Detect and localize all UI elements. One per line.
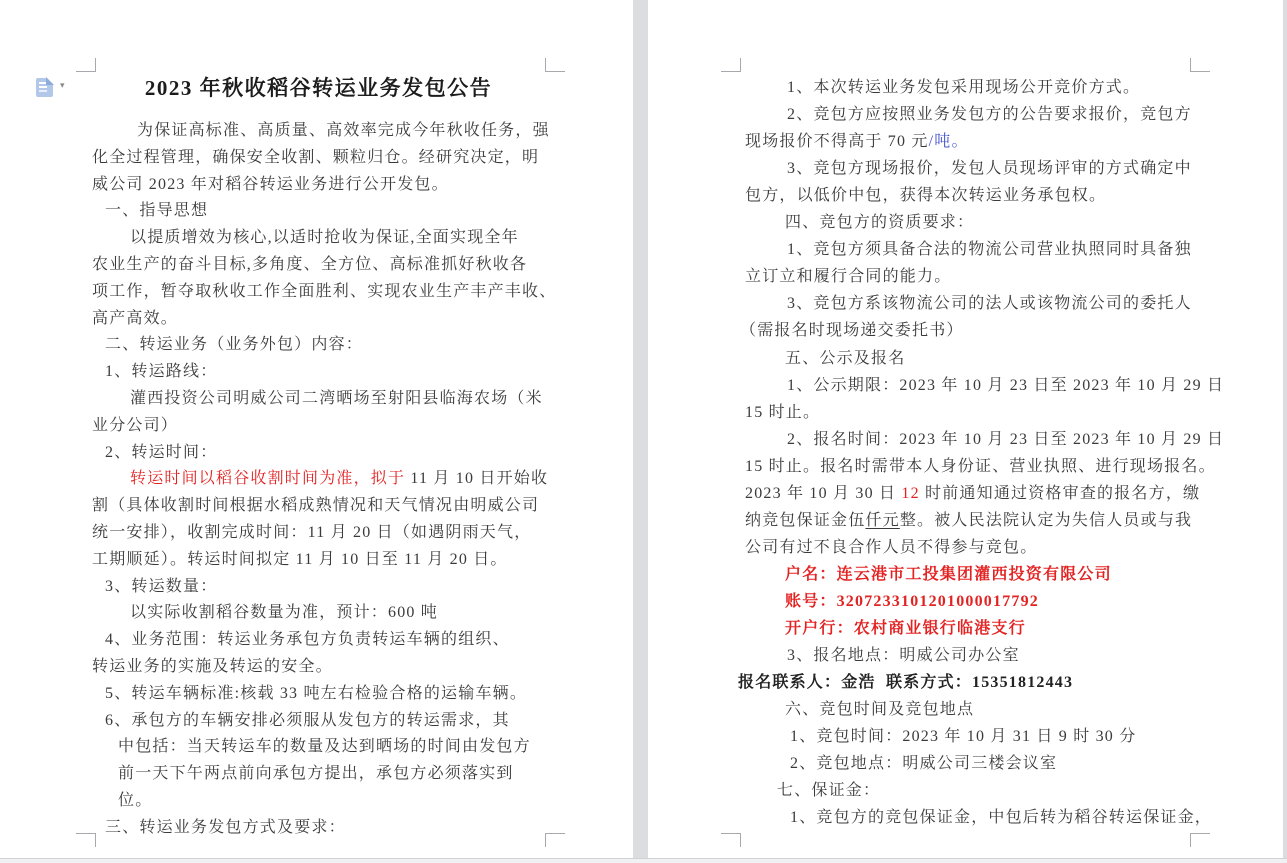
text-line — [745, 182, 1106, 209]
text-segment: /吨。 — [928, 133, 969, 150]
text-line — [785, 696, 974, 723]
text-line — [745, 263, 951, 290]
text-segment: 六、竞包时间及竞包地点 — [785, 701, 975, 718]
text-segment: 2、竞包方应按照业务发包方的公告要求报价，竞包方 — [787, 106, 1192, 123]
page-title: 2023 年秋收稻谷转运业务发包公告 — [144, 76, 493, 100]
text-segment: 6、承包方的车辆安排必须服从发包方的转运需求，其 — [105, 712, 510, 729]
text-line — [118, 787, 152, 814]
text-segment: 3、竞包方系该物流公司的法人或该物流公司的委托人 — [787, 295, 1192, 312]
text-segment: 时前通知通过资格审查的报名方，缴 — [919, 485, 1201, 502]
text-segment: 15 时止。报名时需带本人身份证、营业执照、进行现场报名。 — [745, 458, 1216, 475]
text-segment: 15 时止。 — [745, 404, 821, 421]
text-segment: 统一安排），收割完成时间：11 月 20 日（如遇阴雨天气， — [92, 524, 532, 541]
text-segment: 账号：3207233101201000017792 — [785, 593, 1040, 610]
text-segment: 中包括：当天转运车的数量及达到晒场的时间由发包方 — [118, 738, 531, 755]
text-segment: 以实际收割稻谷数量为准，预计：600 吨 — [130, 604, 439, 621]
text-line — [118, 733, 531, 760]
text-segment: 工期顺延）。转运时间拟定 11 月 10 日至 11 月 20 日。 — [92, 551, 508, 568]
text-segment: 11 月 10 日开始收 — [405, 470, 549, 487]
paste-options-icon — [36, 78, 53, 97]
text-segment: 4、业务范围：转运业务承包方负责转运车辆的组织、 — [105, 631, 510, 648]
text-line — [787, 426, 1224, 453]
crop-mark — [76, 58, 96, 72]
text-line — [787, 642, 1020, 669]
text-segment: 三、转运业务发包方式及要求： — [105, 819, 346, 836]
text-segment: 3、竞包方现场报价，发包人员现场评审的方式确定中 — [787, 160, 1192, 177]
text-line — [92, 519, 531, 546]
text-line — [790, 750, 1057, 777]
page-gap — [633, 0, 648, 858]
text-line — [787, 155, 1192, 182]
text-segment: 5、转运车辆标准:核载 33 吨左右检验合格的运输车辆。 — [105, 685, 528, 702]
text-segment: 位。 — [118, 792, 153, 809]
text-segment: 纳竞包保证金伍 — [745, 512, 866, 529]
text-segment: 灌西投资公司明威公司二湾晒场至射阳县临海农场（米 — [130, 390, 543, 407]
text-line — [105, 707, 510, 734]
text-line — [130, 599, 438, 626]
text-segment: 七、保证金： — [777, 782, 881, 799]
chevron-down-icon: ▾ — [60, 81, 65, 91]
text-line — [745, 534, 1037, 561]
text-segment: 户名：连云港市工投集团灌西投资有限公司 — [785, 566, 1112, 583]
text-line — [105, 814, 346, 841]
text-segment: 现场报价不得高于 70 元 — [745, 133, 929, 150]
text-line — [790, 804, 1212, 831]
crop-mark — [1190, 833, 1210, 847]
text-line — [787, 290, 1192, 317]
text-line — [92, 546, 508, 573]
text-segment: 农业生产的奋斗目标,多角度、全方位、高标准抓好秋收各 — [92, 256, 528, 273]
text-segment: 立订立和履行合同的能力。 — [745, 268, 952, 285]
text-line — [787, 372, 1224, 399]
text-segment: 公司有过不良合作人员不得参与竞包。 — [745, 539, 1038, 556]
text-line — [787, 101, 1192, 128]
text-line — [92, 305, 178, 332]
text-line — [787, 74, 1140, 101]
text-segment: 12 — [901, 485, 920, 502]
text-segment: 1、竞包方须具备合法的物流公司营业执照同时具备独 — [787, 241, 1192, 258]
text-line — [790, 723, 1136, 750]
text-line — [105, 197, 208, 224]
text-segment: 开户行：农村商业银行临港支行 — [785, 620, 1026, 637]
text-line — [130, 385, 543, 412]
crop-mark — [76, 833, 96, 847]
text-segment: 威公司 2023 年对稻谷转运业务进行公开发包。 — [92, 176, 449, 193]
text-segment: 转运时间以稻谷收割时间为准，拟于 — [130, 470, 406, 487]
text-line — [745, 507, 1192, 534]
crop-mark — [1190, 58, 1210, 72]
text-segment: 项工作，暂夺取秋收工作全面胜利、实现农业生产丰产丰收、 — [92, 283, 557, 300]
text-line — [745, 453, 1216, 480]
paste-options-button[interactable] — [36, 78, 72, 100]
text-line — [745, 480, 1200, 507]
text-segment: 报名联系人：金浩 联系方式：15351812443 — [738, 674, 1074, 691]
text-segment: 转运业务的实施及转运的安全。 — [92, 658, 333, 675]
crop-mark — [721, 58, 741, 72]
text-line — [105, 331, 363, 358]
text-segment: 仟元 — [865, 512, 900, 529]
text-line — [92, 278, 556, 305]
text-segment: 四、竞包方的资质要求： — [785, 214, 975, 231]
text-segment: 业分公司） — [92, 417, 179, 434]
text-segment: 以提质增效为核心,以适时抢收为保证,全面实现全年 — [130, 229, 519, 246]
text-line — [92, 492, 539, 519]
text-line — [118, 760, 514, 787]
text-segment: 3、报名地点：明威公司办公室 — [787, 647, 1020, 664]
crop-mark — [545, 833, 565, 847]
text-line — [787, 236, 1192, 263]
text-segment: 整。被人民法院认定为失信人员或与我 — [899, 512, 1193, 529]
text-line — [745, 399, 820, 426]
text-line — [777, 777, 880, 804]
text-segment: 3、转运数量： — [105, 578, 218, 595]
text-segment: 化全过程管理，确保安全收割、颗粒归仓。经研究决定，明 — [92, 149, 540, 166]
text-segment: 五、公示及报名 — [785, 350, 906, 367]
text-segment: 2023 年 10 月 30 日 — [745, 485, 902, 502]
text-segment: 1、本次转运业务发包采用现场公开竞价方式。 — [787, 79, 1141, 96]
text-line — [785, 615, 1026, 642]
text-line — [105, 573, 217, 600]
text-segment: 高产高效。 — [92, 310, 179, 327]
text-line — [92, 144, 539, 171]
crop-mark — [545, 58, 565, 72]
text-line — [130, 224, 519, 251]
text-line — [130, 465, 548, 492]
text-segment: 一、指导思想 — [105, 202, 209, 219]
text-segment: 为保证高标准、高质量、高效率完成今年秋收任务，强 — [137, 122, 550, 139]
text-line — [92, 412, 178, 439]
text-line — [785, 209, 974, 236]
text-line — [137, 117, 550, 144]
text-segment: 割（具体收割时间根据水稻成熟情况和天气情况由明威公司 — [92, 497, 540, 514]
text-line — [785, 561, 1112, 588]
text-segment: 1、转运路线： — [105, 363, 218, 380]
text-line — [92, 171, 449, 198]
text-line — [105, 626, 510, 653]
text-line — [738, 669, 1073, 696]
text-segment: 1、公示期限：2023 年 10 月 23 日至 2023 年 10 月 29 日 — [787, 377, 1225, 394]
text-segment: 2、报名时间：2023 年 10 月 23 日至 2023 年 10 月 29 日 — [787, 431, 1225, 448]
text-segment: （需报名时现场递交委托书） — [740, 322, 964, 339]
crop-mark — [721, 833, 741, 847]
text-segment: 二、转运业务（业务外包）内容： — [105, 336, 364, 353]
text-segment: 1、竞包方的竞包保证金，中包后转为稻谷转运保证金， — [790, 809, 1213, 826]
text-segment: 前一天下午两点前向承包方提出，承包方必须落实到 — [118, 765, 514, 782]
text-line — [785, 345, 905, 372]
text-line — [745, 128, 969, 155]
text-line — [105, 439, 217, 466]
canvas-bottom-edge — [0, 858, 1287, 863]
text-line — [92, 653, 333, 680]
text-segment: 2、竞包地点：明威公司三楼会议室 — [790, 755, 1058, 772]
text-segment: 包方，以低价中包，获得本次转运业务承包权。 — [745, 187, 1107, 204]
text-line — [92, 251, 527, 278]
text-line — [740, 317, 964, 344]
text-line — [785, 588, 1039, 615]
text-line — [105, 680, 527, 707]
text-line — [105, 358, 217, 385]
text-segment: 1、竞包时间：2023 年 10 月 31 日 9 时 30 分 — [790, 728, 1137, 745]
text-segment: 2、转运时间： — [105, 444, 218, 461]
